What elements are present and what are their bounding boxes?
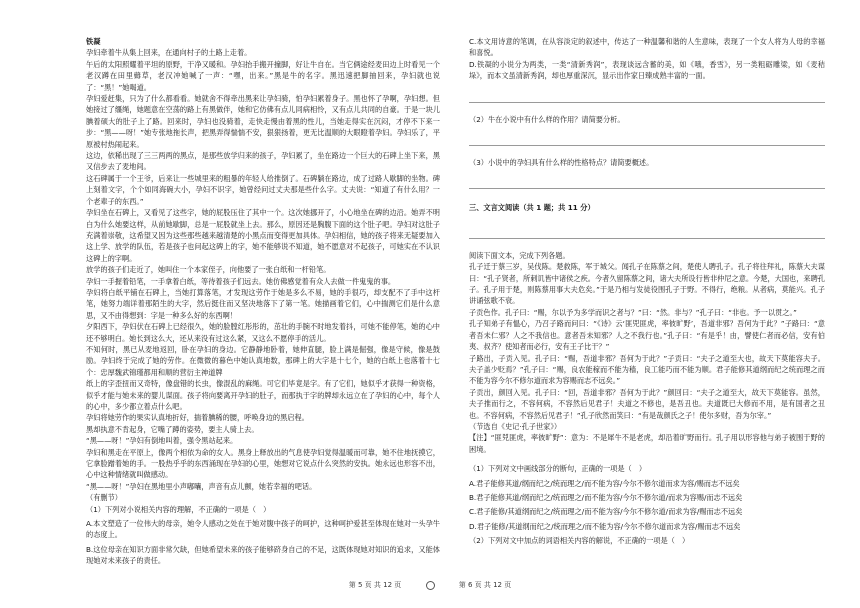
story-paragraph: 黑却执意不肯起身，它嘴了蹲的姿势，要主人骑上去。 (86, 424, 259, 434)
story-paragraph: 放学的孩子们走近了，她叫住一个本家侄子，向他要了一张白纸和一杆铅笔。 (86, 265, 331, 275)
story-paragraph: 孕妇一手握着铅笔，一手拿着白纸，等待着孩子们远去。她仿佛感觉着有众人去做一件鬼鬼的事。 (86, 276, 396, 286)
story-paragraph: 孕妇和黑走在平原上，像两个相依为命的女人。黑身上释放出的气息使孕妇觉得温暖而可靠，她不住地抚摸它，它拿脸蹭着她的手。一股热乎乎的东西涌现在孕妇的心里，她想对它说点什么突然的安执。她永远也形容不出，心中这种情绪就叫做感动。 (86, 447, 440, 480)
classical-paragraph: 子路出，子贡入见。孔子曰：“赐，吾道非邪？吾何为于此？”子贡曰：“夫子之道至大也，故天下莫能容夫子。夫子盖少贬焉？”孔子曰：“赐，良农能稼而不能为穑，良工能巧而不能为顺。君子能修其道纲而纪之统而理之而不能为容今尔不修尔道而求为容赐而志不远矣。” (469, 353, 825, 386)
annotation-note: 【注】“匪兕匪虎，率彼旷野”：意为：不是犀牛不是老虎，却沿着旷野而行。孔子用以形容他与弟子被围于野的困境。 (469, 433, 825, 454)
story-body (86, 47, 440, 492)
reading-intro: 阅读下面文本，完成下列各题。 (469, 250, 570, 260)
classical-paragraph: 孔子迁于蔡三岁，吴伐陈。楚救陈，军于城父。闻孔子在陈蔡之间，楚使人聘孔子。孔子将往拜礼，陈蔡大夫谋曰：“孔子贤者，所刺讥皆中诸侯之疾。今者久留陈蔡之间，诸大夫所设行皆非仲尼之意。今楚，大国也，来聘孔子。孔子用于楚，则陈蔡用事大夫危矣。”于是乃相与发徒役围孔子于野。不得行，绝粮。从者病，莫能兴。孔子讲诵弦歌不衰。 (469, 262, 825, 306)
classical-option: B.君子能修其道/纲而纪之/统而理之/而不能为容/今尔不修尔道/而求为容赐/而志不远矣 (469, 492, 743, 502)
classical-question-2: （2）下列对文中加点的词语相关内容的解说，不正确的一项是（ ） (469, 536, 690, 546)
story-paragraph: 夕阳西下，孕妇伏在石碑上已经很久，她的脸膛红彤彤的，茁壮的手腕不时地发着抖，可她不能停笔，她的心中还不够明白。她长到这么大，还从来没有过这么紧，又这么不愿停手的活儿。 (86, 322, 440, 343)
story-source: （有删节） (86, 493, 122, 503)
classical-paragraph: 子贡出，颜回入见。孔子曰：“回，吾道非邪？吾何为于此？”颜回曰：“夫子之道至大，故天下莫能容。虽然，夫子推而行之，不容何病，不容然后见君子！夫道之不修也，是吾丑也。夫道既已大修而不用，是有国者之丑也。不容何病，不容然后见君子！”孔子欣然而笑曰：“有是哉颜氏之子！使尔多财，吾为尔宰。” (469, 387, 825, 420)
option-d: D.铁凝的小说分为两类，一类“清新秀润”，表现谈远含蓄的美，如《哦，香雪》，另一类粗砺雕梁，如《麦秸垛》，而本文虽清新秀润，却也厚重深沉，显示出作家日臻成熟丰富的一面。 (469, 59, 825, 81)
answer-line[interactable] (469, 127, 825, 146)
classical-option: A.君子能修其道/纲而纪之/统而理之/而不能为容/今尔不修尔道而求为容/赐而志不远矣 (469, 478, 740, 488)
binding-hole-icon (426, 581, 435, 590)
classical-option: C.君子能修/其道纲而纪之/统而理之/而不能为容/今尔不修尔道/而求为容/赐而志不远矣 (469, 507, 743, 517)
answer-line[interactable] (469, 170, 825, 189)
option-a: A.本文塑造了一位伟大的母亲，她令人感动之处在于她对腹中孩子的呵护，这种呵护爱甚至体现在她对一头孕牛的态度上。 (86, 519, 440, 540)
story-paragraph: 孕妇牵着牛从集上回来，在通向村子的土路上走着。 (86, 48, 252, 58)
page-footer (0, 580, 860, 590)
question-3: （3）小说中的孕妇具有什么样的性格特点？请简要概述。 (469, 158, 654, 168)
story-paragraph: 这边，依稀出现了三三两两的黑点，是那些放学归来的孩子，孕妇累了，坐在路边一个巨大的石碑上坐下来，黑又信步去了麦地间。 (86, 151, 440, 172)
left-column (86, 36, 440, 570)
right-column (469, 36, 825, 547)
story-paragraph: 这石碑属于一个王爷，后来让一些城里来的粗暴的年轻人给推倒了。石碑躺在路边，成了过路人歇脚的坐物。碑上刻着文字，个个如同海碗大小，孕妇不识字，她曾经问过丈夫那是些什么字。丈夫说：“知道了有什么用？一个老辈子的东西。” (86, 173, 440, 206)
story-paragraph: 孕妇将她劳作的果实认真地折好，揣着腆稀的腰，呼唤身边的黑启程。 (86, 413, 309, 423)
answer-line[interactable] (469, 220, 825, 239)
question-1: （1）下列对小说相关内容的理解，不正确的一项是（ ） (86, 504, 271, 514)
story-paragraph: 孕妇爱赶集，只为了什么都看看。她就舍不得牵出黑来让孕妇骑，怕孕妇累着身子。黑也怀了孕啊，孕妇想。但她接过了缰绳，她题意在空荡的路上有黑做伴，她和它仿佛有点儿同病相怜，又有点儿共同的自豪。于是一块儿腆着硕大的肚子上了路。回来时，孕妇也没骑着，走快走慢由着黑的性儿，当她走得实在沉闷，才停不下来一步：“黑——呀！”她专张地拖长声，把黑弄得惴惴不安，狠狠扬着，更无比温顺的大眼瞪着孕妇。孕妇乐了，平原被村热闹起来。 (86, 94, 440, 149)
section-heading: 三、文言文阅读（共 1 题；共 11 分） (469, 203, 595, 213)
story-paragraph: “黑——呀！”孕妇有倒地叫着，强令黑站起来。 (86, 436, 238, 446)
story-paragraph: 纸上的字歪扭而又奇特，像盘错的长虫，像混乱的麻绳。可它们毕竟是字。有了它们，她似乎才获得一种资格，似乎才能与她未来的婴儿谋面。孩子将向要离开孕妇的肚子，而那执于字的牌却永远立在了孕妇的心中，每个人的心中，多少都立着点什么吧。 (86, 379, 440, 411)
classical-options (469, 478, 825, 533)
classical-paragraph: 孔子知弟子有愠心，乃召子路而问曰：“《诗》云‘匪兕匪虎，率彼旷野’，吾道非邪？吾何为于此？”子路曰：“意者吾未仁邪？人之不我信也。意者吾未知邪？人之不我行也。”孔子曰：“有是乎！由，譬使仁者而必信，安有伯夷、叔齐？使知者而必行，安有王子比干？” (469, 319, 825, 352)
story-paragraph: 午后的太阳照耀着平坦的原野，干净又暖和。孕妇抬手搬开撞脚，好让牛自在。当它俩途经麦田边上时看见一个老汉蹲在田里薅草，老汉冲她喊了一声：“嘿，出来。”黑是牛的名字。黑迅速把脚抽回来，孕妇就也说了：“黑！”她喝道。 (86, 59, 440, 92)
story-paragraph: 孕妇坐在石碑上，又看见了这些字，她的屁股压住了其中一个。这次她挪开了，小心地坐在碑的边沿。她弄不明白为什么她要这样，从前她歇脚，总是一屁股就坐上去。那么，原因还是胸腹下面的这个肚子吧。孕妇对这肚子充满着崇敬，这希望又因为这些那些越来越清楚的小黑点而变得更加具体。孕妇相信，她的孩子将来无疑要加入这上学、放学的队伍，若是孩子也问起这碑上的字，她不能够说不知道，她不愿意对不起孩子，可她实在不认识这碑上的字啊。 (86, 208, 440, 263)
story-author: 铁凝 (86, 37, 101, 46)
option-b: B.这位母亲在知识方面非常欠缺，但她希望未来的孩子能够跻身自己的不足，这既体现她对知识的追求，又能体现她对未来孩子的责任。 (86, 544, 440, 566)
classical-paragraph: 子贡色作。孔子曰：“赐，尔以予为多学而识之者与？”曰：“然。非与？”孔子曰：“非也。予一以贯之。” (469, 307, 797, 317)
classical-option: D.君子能修/其道纲而纪之/统而理之/而不能为容/今尔不修尔道而求为容/赐而志不远矣 (469, 521, 741, 531)
page-number-left: 第 5 页 共 12 页 (348, 581, 402, 589)
classical-source: （节选自《史记·孔子世家》） (469, 421, 562, 431)
story-paragraph: 不知何时，黑已从麦地返回，卧在孕妇的身边。它静静地卧着，她伸直腿，脸上满是倔强，像是守候，像是鼓励。孕妇终于完成了她的劳作。在微微的暮色中她认真地数，那碑上的大字是十七个，她的白纸上也落着十七个：忠厚魏武锦瑾都用和顺的营衍主神道牌 (86, 344, 440, 377)
page-number-right: 第 6 页 共 12 页 (458, 581, 512, 589)
answer-line[interactable] (469, 84, 825, 103)
classical-question-1: （1）下列对文中画线部分的断句，正确的一项是（ ） (469, 464, 647, 474)
option-c: C.本文用诗意的笔调，在从容淡定的叙述中，传达了一种温馨和谐的人生意味，表现了一个女人将为人母的幸福和喜悦。 (469, 37, 825, 58)
classical-text (469, 261, 825, 421)
story-paragraph: “黑——呀！”孕妇在黑地里小声嘟囔，声音有点儿颤，她若幸福的吧话。 (86, 481, 317, 491)
story-paragraph: 孕妇将白纸平铺在石碑上，当她打算落笔，才发现这劳作于她是多么不易，她的手很巧，却支配不了手中这杆笔，她努力端详着那陌生的大字，然后挺住而又坚决地落下了第一笔。她描画着它们，心中揣测它们是什么意思，又不由得想到：字是一种多么好的东西啊！ (86, 287, 440, 320)
question-2: （2）牛在小说中有什么样的作用？请简要分析。 (469, 114, 625, 124)
